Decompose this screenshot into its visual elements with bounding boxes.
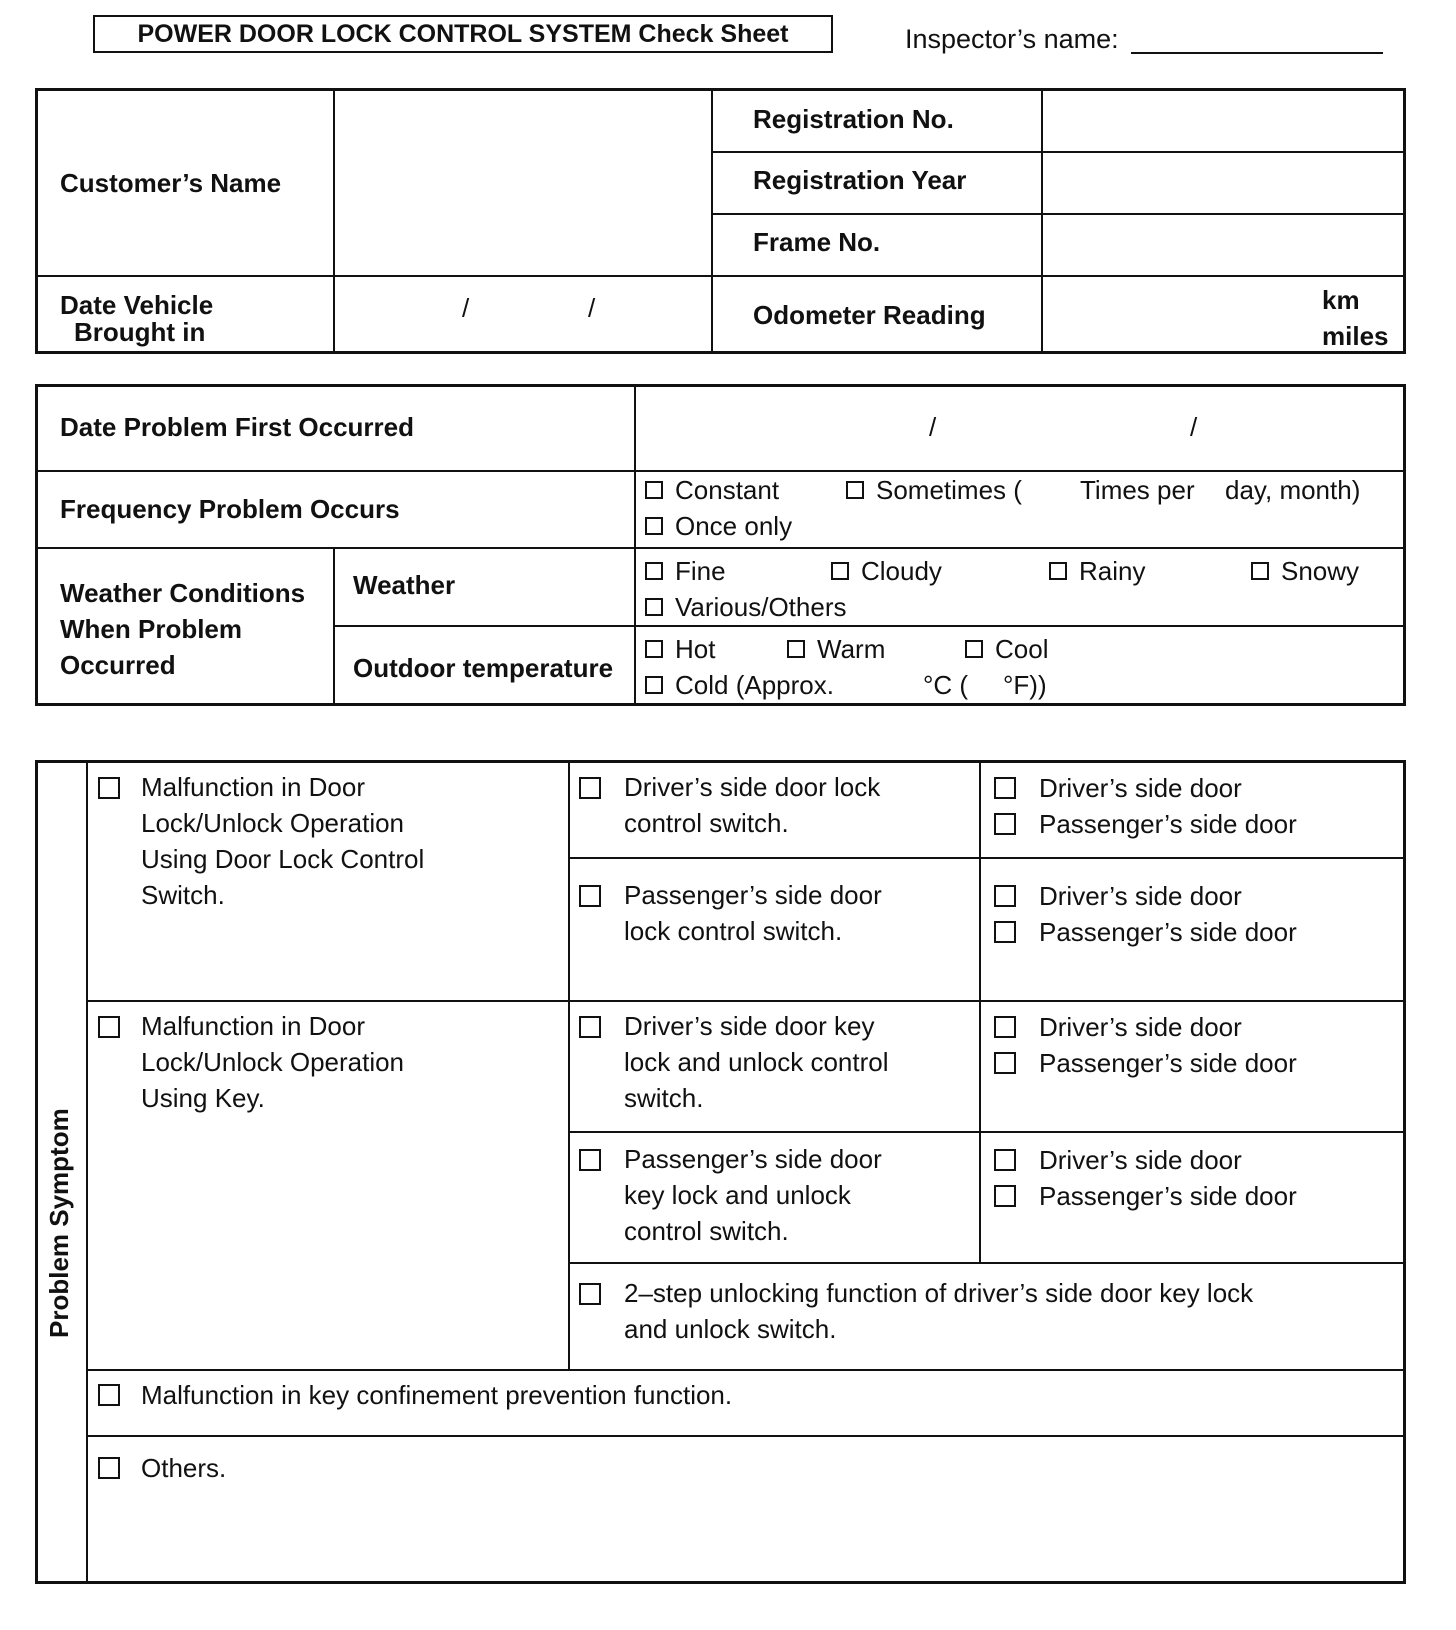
passenger-lock-switch-driver-door-checkbox[interactable] [994, 885, 1016, 907]
passenger-door-label: Passenger’s side door [1039, 1048, 1297, 1078]
cold-option-label: Cold (Approx. [675, 670, 834, 700]
frequency-label: Frequency Problem Occurs [60, 494, 400, 524]
snowy-checkbox[interactable] [1251, 562, 1269, 580]
date-separator: / [588, 293, 596, 323]
fine-checkbox[interactable] [645, 562, 663, 580]
registration-no-field[interactable] [1045, 92, 1401, 149]
times-per-label: Times per [1080, 475, 1195, 505]
date-brought-field[interactable] [337, 279, 709, 349]
passenger-key-switch-checkbox[interactable] [579, 1149, 601, 1171]
driver-door-label: Driver’s side door [1039, 773, 1242, 803]
inspector-name-field[interactable] [1131, 52, 1383, 54]
date-first-occurred-label: Date Problem First Occurred [60, 412, 414, 442]
key-confinement-label: Malfunction in key confinement prevention function. [141, 1380, 733, 1410]
two-step-unlock-checkbox[interactable] [579, 1283, 601, 1305]
driver-door-label: Driver’s side door [1039, 1012, 1242, 1042]
cold-checkbox[interactable] [645, 676, 663, 694]
passenger-door-label: Passenger’s side door [1039, 917, 1297, 947]
driver-door-label: Driver’s side door [1039, 1145, 1242, 1175]
various-checkbox[interactable] [645, 598, 663, 616]
frame-no-label: Frame No. [753, 227, 881, 257]
passenger-door-label: Passenger’s side door [1039, 1181, 1297, 1211]
cool-checkbox[interactable] [965, 640, 983, 658]
customer-name-label: Customer’s Name [60, 168, 282, 198]
date-separator: / [929, 412, 937, 442]
constant-option-label: Constant [675, 475, 780, 505]
various-option-label: Various/Others [675, 592, 847, 622]
problem-symptom-label: Problem Symptom [44, 1108, 74, 1338]
outdoor-temperature-label: Outdoor temperature [353, 653, 614, 683]
date-separator: / [1190, 412, 1198, 442]
passenger-door-label: Passenger’s side door [1039, 809, 1297, 839]
registration-year-label: Registration Year [753, 165, 967, 195]
rainy-checkbox[interactable] [1049, 562, 1067, 580]
date-separator: / [462, 293, 470, 323]
weather-conditions-label-line3: Occurred [60, 650, 176, 680]
others-notes-field[interactable] [90, 1492, 1400, 1578]
cloudy-option-label: Cloudy [861, 556, 942, 586]
fine-option-label: Fine [675, 556, 726, 586]
driver-lock-switch-checkbox[interactable] [579, 777, 601, 799]
odometer-unit-miles: miles [1322, 321, 1389, 351]
frame-no-field[interactable] [1045, 217, 1401, 273]
passenger-lock-switch-label: Passenger’s side door lock control switch. [624, 880, 882, 946]
passenger-lock-switch-checkbox[interactable] [579, 885, 601, 907]
celsius-label: °C ( [923, 670, 969, 700]
driver-key-switch-driver-door-checkbox[interactable] [994, 1016, 1016, 1038]
snowy-option-label: Snowy [1281, 556, 1360, 586]
driver-lock-switch-label: Driver’s side door lock control switch. [624, 772, 881, 838]
driver-lock-switch-driver-door-checkbox[interactable] [994, 777, 1016, 799]
day-month-label: day, month) [1225, 475, 1361, 505]
once-only-option-label: Once only [675, 511, 793, 541]
registration-year-field[interactable] [1045, 155, 1401, 211]
others-label: Others. [141, 1453, 227, 1483]
weather-label: Weather [353, 570, 456, 600]
check-sheet-title: POWER DOOR LOCK CONTROL SYSTEM Check Sheet [93, 15, 833, 53]
registration-no-label: Registration No. [753, 104, 954, 134]
cool-option-label: Cool [995, 634, 1049, 664]
key-malfunction-checkbox[interactable] [98, 1016, 120, 1038]
sometimes-checkbox[interactable] [846, 481, 864, 499]
driver-lock-switch-passenger-door-checkbox[interactable] [994, 813, 1016, 835]
warm-option-label: Warm [817, 634, 886, 664]
weather-conditions-label-line1: Weather Conditions [60, 578, 306, 608]
odometer-unit-km: km [1322, 285, 1360, 315]
odometer-label: Odometer Reading [753, 300, 986, 330]
two-step-unlock-label: 2–step unlocking function of driver’s side door key lock and unlock switch. [624, 1278, 1254, 1344]
switch-malfunction-label: Malfunction in Door Lock/Unlock Operation Using Door Lock Control Switch. [141, 772, 425, 910]
passenger-lock-switch-passenger-door-checkbox[interactable] [994, 921, 1016, 943]
inspector-name-label: Inspector’s name: [905, 24, 1119, 54]
others-checkbox[interactable] [98, 1457, 120, 1479]
driver-door-label: Driver’s side door [1039, 881, 1242, 911]
constant-checkbox[interactable] [645, 481, 663, 499]
driver-key-switch-passenger-door-checkbox[interactable] [994, 1052, 1016, 1074]
fahrenheit-label: °F)) [1003, 670, 1047, 700]
weather-conditions-label-line2: When Problem [60, 614, 243, 644]
hot-checkbox[interactable] [645, 640, 663, 658]
key-confinement-checkbox[interactable] [98, 1384, 120, 1406]
date-brought-label-line2: Brought in [74, 317, 206, 347]
customer-name-field[interactable] [337, 92, 709, 273]
rainy-option-label: Rainy [1079, 556, 1146, 586]
warm-checkbox[interactable] [787, 640, 805, 658]
cloudy-checkbox[interactable] [831, 562, 849, 580]
passenger-key-switch-passenger-door-checkbox[interactable] [994, 1185, 1016, 1207]
sometimes-option-label: Sometimes ( [876, 475, 1022, 505]
date-brought-label-line1: Date Vehicle [60, 290, 214, 320]
key-malfunction-label: Malfunction in Door Lock/Unlock Operation Using Key. [141, 1011, 405, 1113]
once-only-checkbox[interactable] [645, 517, 663, 535]
driver-key-switch-label: Driver’s side door key lock and unlock control switch. [624, 1011, 889, 1113]
date-first-occurred-field[interactable] [638, 388, 1401, 468]
passenger-key-switch-driver-door-checkbox[interactable] [994, 1149, 1016, 1171]
switch-malfunction-checkbox[interactable] [98, 777, 120, 799]
driver-key-switch-checkbox[interactable] [579, 1016, 601, 1038]
passenger-key-switch-label: Passenger’s side door key lock and unlock control switch. [624, 1144, 882, 1246]
hot-option-label: Hot [675, 634, 716, 664]
